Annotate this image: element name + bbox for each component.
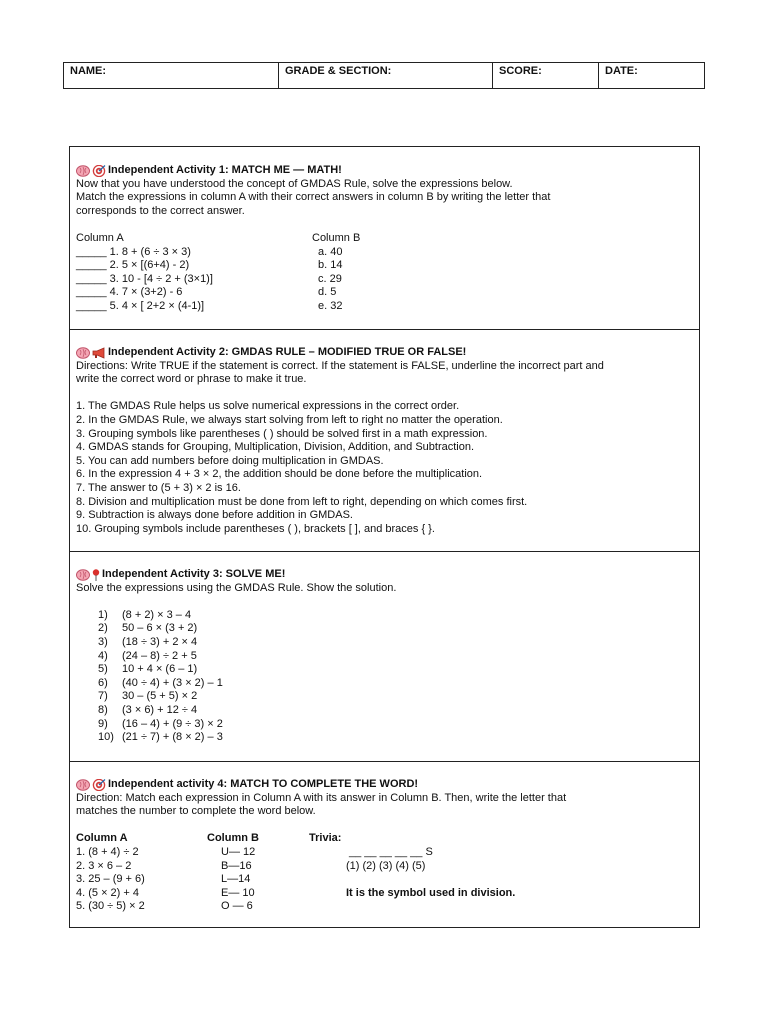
activity-4-direction-cont: matches the number to complete the word below. — [76, 805, 316, 818]
target-icon — [92, 165, 106, 177]
megaphone-icon — [92, 347, 106, 359]
grade-section-field[interactable] — [279, 63, 493, 88]
name-field[interactable] — [64, 63, 279, 88]
statement-item: 7. The answer to (5 + 3) × 2 is 16. — [76, 481, 241, 494]
list-item: b. 14 — [318, 259, 343, 272]
activities-box — [69, 146, 700, 928]
brain-icon — [76, 165, 90, 177]
column-a-label: Column A — [76, 832, 128, 845]
activity-2-section — [70, 330, 699, 552]
expression-item: 6) (40 ÷ 4) + (3 × 2) – 1 — [98, 676, 223, 689]
activity-3-section — [70, 552, 699, 762]
pushpin-icon — [92, 569, 100, 581]
activity-1-intro: Now that you have understood the concept of GMDAS Rule, solve the expressions below. — [76, 177, 513, 190]
matching-grid — [76, 832, 693, 914]
statement-item: 6. In the expression 4 + 3 × 2, the addition should be done before the multiplication. — [76, 468, 483, 481]
expression-item: 3) (18 ÷ 3) + 2 × 4 — [98, 635, 198, 648]
activity-1-direction-cont: corresponds to the correct answer. — [76, 204, 245, 217]
activity-3-direction: Solve the expressions using the GMDAS Rule. Show the solution. — [76, 581, 397, 594]
activity-2-title: Independent Activity 2: GMDAS RULE – MODIFIED TRUE OR FALSE! — [76, 346, 693, 360]
statement-item: 4. GMDAS stands for Grouping, Multiplication, Division, Addition, and Subtraction. — [76, 441, 475, 454]
trivia-numbers: (1) (2) (3) (4) (5) — [346, 859, 426, 872]
list-item: L—14 — [221, 873, 251, 886]
list-item: E— 10 — [221, 886, 255, 899]
statement-item: 3. Grouping symbols like parentheses ( ) should be solved first in a math expression. — [76, 427, 488, 440]
name-label: NAME: — [70, 65, 107, 77]
statement-item: 2. In the GMDAS Rule, we always start solving from left to right no matter the operation. — [76, 413, 503, 426]
brain-icon — [76, 347, 90, 359]
list-item: 2. 3 × 6 – 2 — [76, 859, 132, 872]
list-item: 1. (8 + 4) ÷ 2 — [76, 845, 139, 858]
statement-item: 5. You can add numbers before doing multiplication in GMDAS. — [76, 454, 384, 467]
score-field[interactable] — [493, 63, 599, 88]
activity-3-title: Independent Activity 3: SOLVE ME! — [76, 568, 693, 582]
list-item: _____ 3. 10 - [4 ÷ 2 + (3×1)] — [76, 272, 213, 285]
list-item: 4. (5 × 2) + 4 — [76, 886, 139, 899]
list-item: _____ 1. 8 + (6 ÷ 3 × 3) — [76, 245, 191, 258]
expression-item: 7) 30 – (5 + 5) × 2 — [98, 690, 198, 703]
expression-item: 2) 50 – 6 × (3 + 2) — [98, 622, 198, 635]
expression-item: 5) 10 + 4 × (6 – 1) — [98, 663, 198, 676]
list-item: c. 29 — [318, 272, 342, 285]
date-label: DATE: — [605, 65, 638, 77]
list-item: _____ 5. 4 × [ 2+2 × (4-1)] — [76, 299, 205, 312]
expression-item: 8) (3 × 6) + 12 ÷ 4 — [98, 703, 198, 716]
activity-1-title: Independent Activity 1: MATCH ME — MATH! — [76, 164, 693, 178]
activity-2-direction: Directions: Write TRUE if the statement is correct. If the statement is FALSE, underline the incorrect part and — [76, 359, 604, 372]
activity-4-direction: Direction: Match each expression in Column A with its answer in Column B. Then, write the letter that — [76, 791, 567, 804]
activity-4-section — [70, 762, 699, 928]
brain-icon — [76, 779, 90, 791]
trivia-blanks[interactable]: __ __ __ __ __ S — [349, 845, 433, 858]
expression-item: 9) (16 – 4) + (9 ÷ 3) × 2 — [98, 717, 223, 730]
activity-1-direction: Match the expressions in column A with their correct answers in column B by writing the letter that — [76, 191, 551, 204]
grade-section-label: GRADE & SECTION: — [285, 65, 392, 77]
statement-item: 9. Subtraction is always done before addition in GMDAS. — [76, 509, 353, 522]
expression-item: 10) (21 ÷ 7) + (8 × 2) – 3 — [98, 731, 223, 744]
target-icon — [92, 779, 106, 791]
activity-1-section — [70, 147, 699, 330]
list-item: _____ 4. 7 × (3+2) - 6 — [76, 286, 183, 299]
activity-2-direction-cont: write the correct word or phrase to make it true. — [76, 373, 307, 386]
date-field[interactable] — [599, 63, 704, 88]
list-item: d. 5 — [318, 286, 337, 299]
student-info-header — [63, 62, 705, 89]
column-a-label: Column A — [76, 231, 124, 244]
list-item: e. 32 — [318, 299, 343, 312]
statement-item: 1. The GMDAS Rule helps us solve numerical expressions in the correct order. — [76, 400, 460, 413]
list-item: 5. (30 ÷ 5) × 2 — [76, 900, 145, 913]
activity-4-title: Independent activity 4: MATCH TO COMPLETE THE WORD! — [76, 778, 693, 792]
list-item: B—16 — [221, 859, 252, 872]
expression-item: 4) (24 – 8) ÷ 2 + 5 — [98, 649, 197, 662]
list-item: _____ 2. 5 × [(6+4) - 2) — [76, 259, 190, 272]
trivia-label: Trivia: — [309, 832, 342, 845]
score-label: SCORE: — [499, 65, 542, 77]
column-b-label: Column B — [207, 832, 259, 845]
brain-icon — [76, 569, 90, 581]
statement-item: 10. Grouping symbols include parentheses ( ), brackets [ ], and braces { }. — [76, 522, 435, 535]
list-item: a. 40 — [318, 245, 343, 258]
statement-item: 8. Division and multiplication must be done from left to right, depending on which comes first. — [76, 495, 528, 508]
list-item: O — 6 — [221, 900, 253, 913]
list-item: 3. 25 – (9 + 6) — [76, 873, 145, 886]
column-b-label: Column B — [312, 231, 361, 244]
trivia-clue: It is the symbol used in division. — [346, 886, 516, 899]
list-item: U— 12 — [221, 845, 256, 858]
expression-item: 1) (8 + 2) × 3 – 4 — [98, 608, 192, 621]
